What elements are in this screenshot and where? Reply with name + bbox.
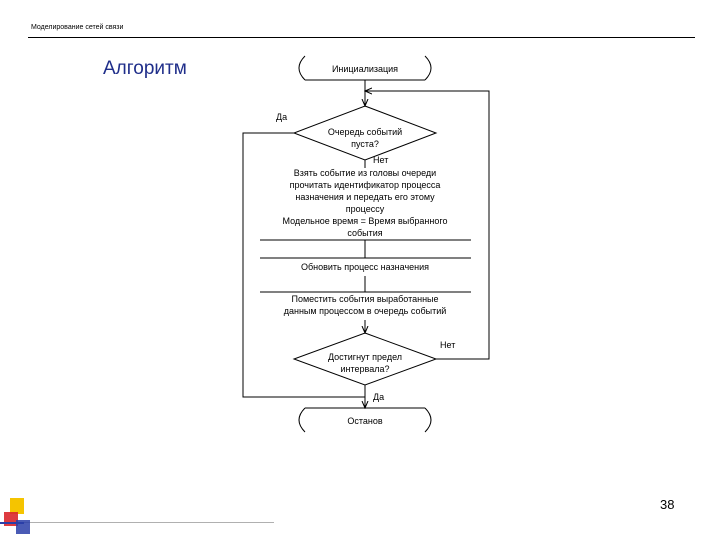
process1-line2: прочитать идентификатор процесса [289, 180, 441, 190]
page-number: 38 [660, 497, 675, 512]
decision1-yes-label: Да [276, 112, 288, 122]
process1-line4: процессу [345, 204, 385, 214]
decision2-no-label: Нет [440, 340, 456, 350]
start-label: Инициализация [331, 64, 399, 74]
process3-line1: Поместить события выработанные [291, 294, 439, 304]
corner-decoration-icon [0, 498, 40, 540]
decision2-yes-label: Да [373, 392, 385, 402]
process1-line3: назначения и передать его этому [295, 192, 435, 202]
end-label: Останов [347, 416, 383, 426]
process1-line1: Взять событие из головы очереди [293, 168, 437, 178]
slide-title: Алгоритм [103, 58, 187, 79]
process3-line2: данным процессом в очередь событий [283, 306, 447, 316]
decision1-line1: Очередь событий [327, 127, 403, 137]
process1-line5: Модельное время = Время выбранного [282, 216, 448, 226]
decision2-line2: интервала? [340, 364, 390, 374]
footer-divider [24, 522, 274, 523]
process2-label: Обновить процесс назначения [300, 262, 430, 272]
process1-line6: события [347, 228, 383, 238]
decision2-line1: Достигнут предел [327, 352, 403, 362]
decision1-line2: пуста? [351, 139, 379, 149]
header-label: Моделирование сетей связи [31, 24, 124, 31]
decision1-no-label: Нет [373, 155, 389, 165]
